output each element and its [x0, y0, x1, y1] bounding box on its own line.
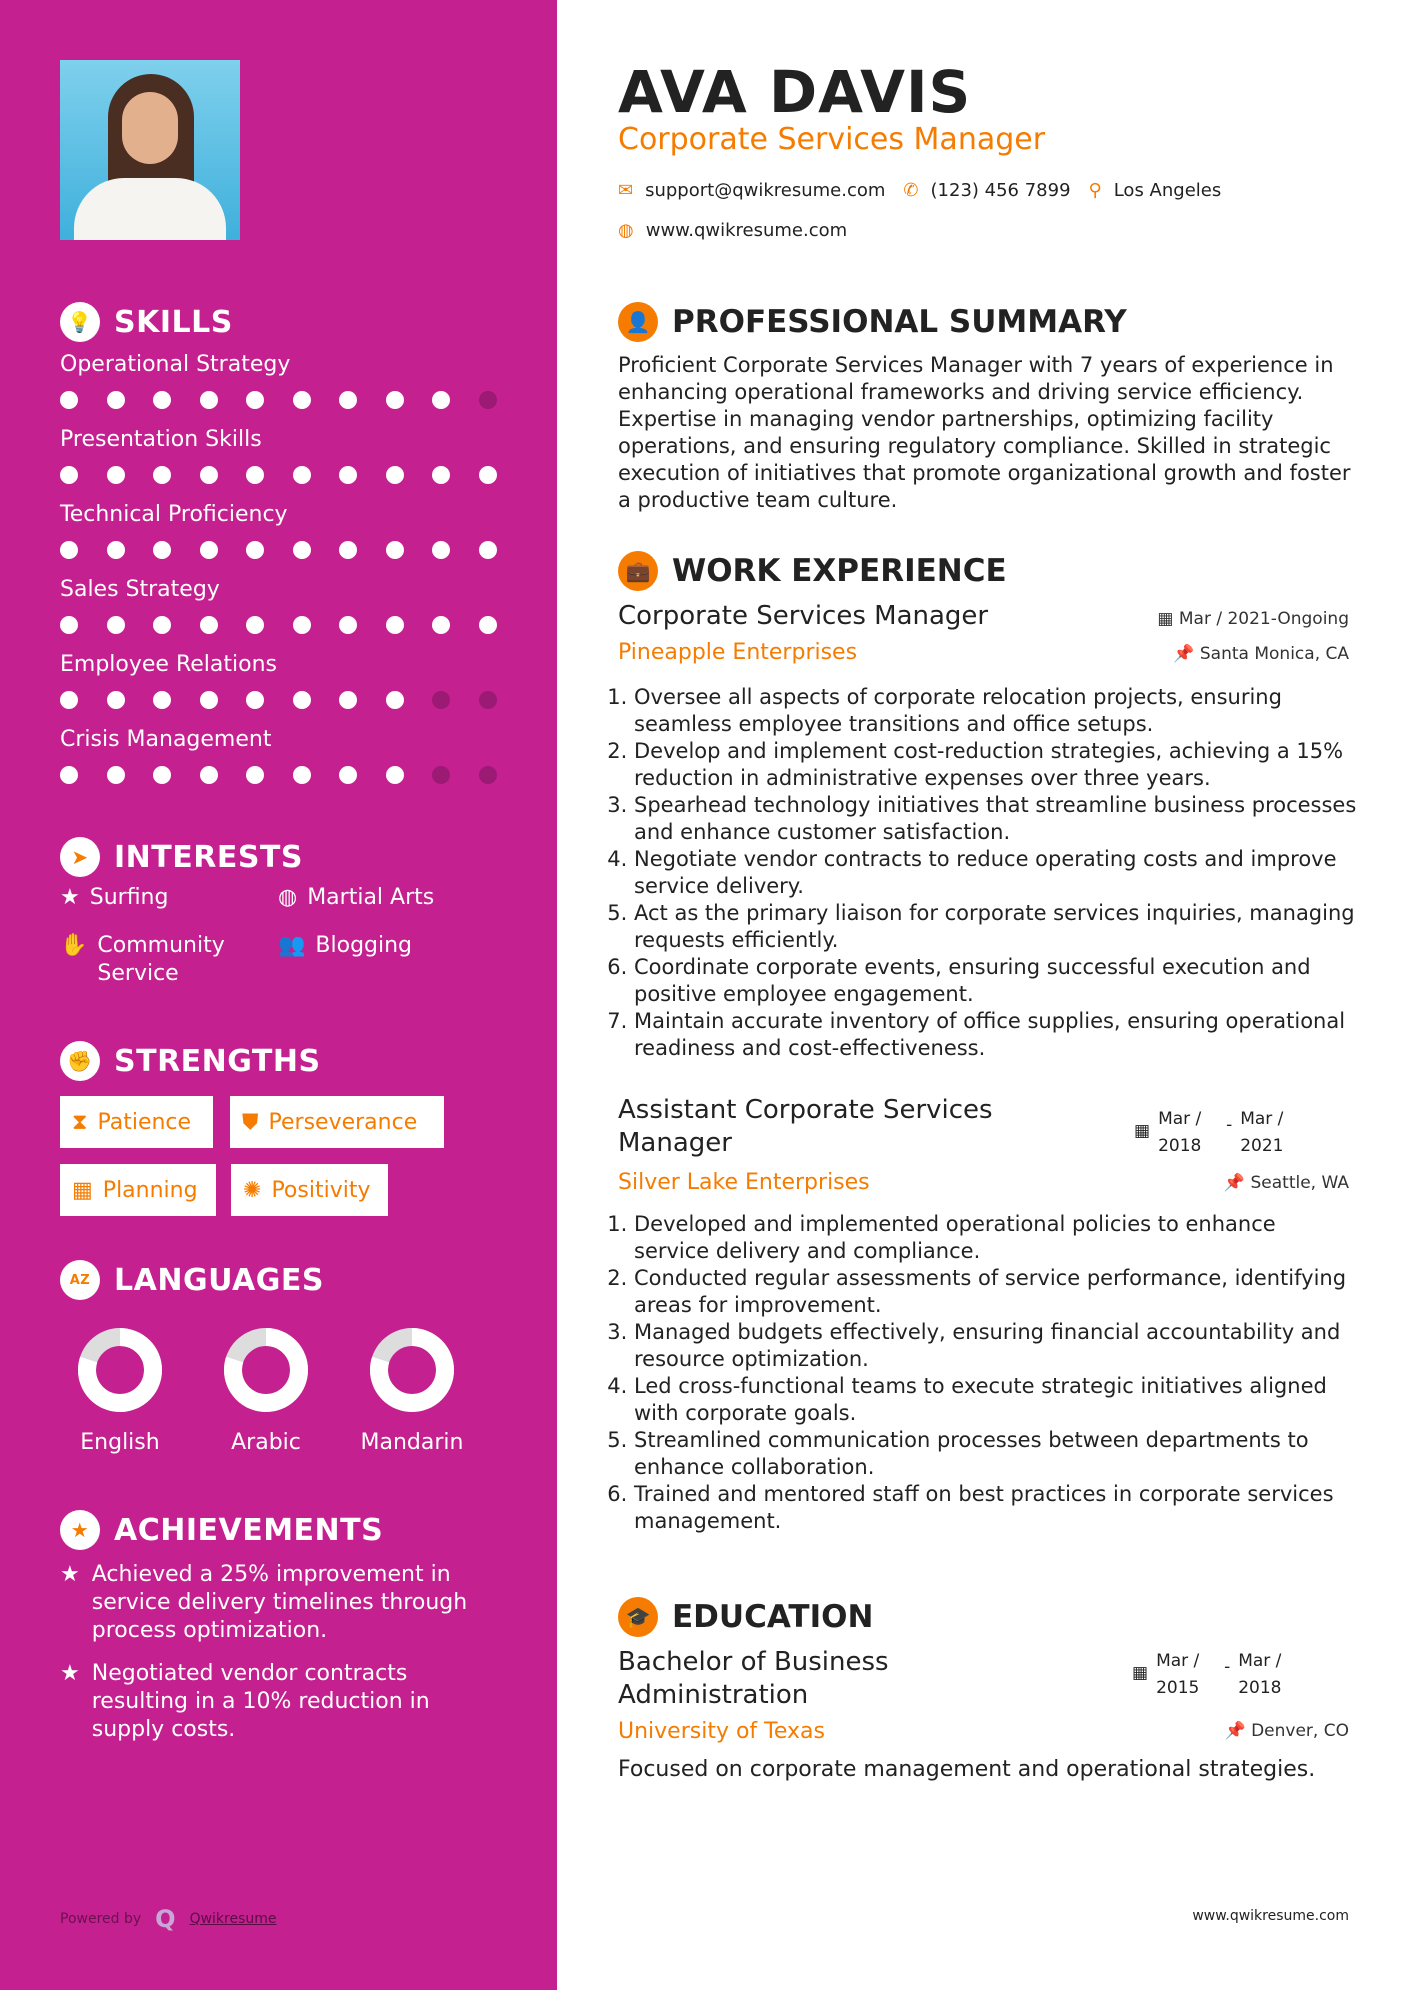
- skill-label: Operational Strategy: [60, 352, 291, 377]
- rating-dot: [479, 391, 497, 409]
- rating-dot: [60, 691, 78, 709]
- rating-dot: [107, 766, 125, 784]
- star-icon: ★: [60, 1562, 80, 1587]
- star-badge-icon: ★: [60, 1510, 100, 1550]
- calendar-icon: ▦: [1134, 1121, 1151, 1141]
- job-bullet: 3. Managed budgets effectively, ensuring financial accountability and resource optimization.: [634, 1319, 1357, 1373]
- rating-dot: [386, 391, 404, 409]
- rating-dot: [432, 616, 450, 634]
- users-icon: 👥: [278, 933, 306, 958]
- rating-dot: [60, 391, 78, 409]
- rating-dot: [339, 541, 357, 559]
- rating-dot: [339, 391, 357, 409]
- rating-dot: [200, 616, 218, 634]
- powered-by-text: Powered by: [60, 1911, 142, 1927]
- location-text: Denver, CO: [1251, 1721, 1349, 1741]
- job-location: [1173, 641, 1349, 668]
- rating-dot: [386, 766, 404, 784]
- phone-icon: ✆: [903, 180, 919, 201]
- rating-dot: [479, 616, 497, 634]
- rating-dot: [107, 541, 125, 559]
- language-icon: AZ: [60, 1260, 100, 1300]
- skill-label: Crisis Management: [60, 727, 272, 752]
- calendar-icon: ▦: [1157, 609, 1179, 629]
- job-bullets: [612, 1211, 1357, 1535]
- interest-label: Community Service: [97, 933, 225, 986]
- rating-dot: [432, 766, 450, 784]
- rating-dot: [339, 691, 357, 709]
- fist-icon: ✊: [60, 1041, 100, 1081]
- heading-text: LANGUAGES: [114, 1262, 324, 1298]
- job-bullet: 5. Act as the primary liaison for corporate services inquiries, managing requests efficiently.: [634, 900, 1357, 954]
- profile-photo: [60, 60, 240, 240]
- skill-label: Presentation Skills: [60, 427, 262, 452]
- rating-dot: [339, 616, 357, 634]
- rating-dot: [479, 466, 497, 484]
- rating-dot: [107, 691, 125, 709]
- skill-item: [60, 727, 497, 802]
- job-bullet: 4. Led cross-functional teams to execute strategic initiatives aligned with corporate goals.: [634, 1373, 1357, 1427]
- sun-icon: ✺: [243, 1177, 262, 1203]
- calendar-icon: ▦: [1132, 1663, 1149, 1683]
- heading-text: ACHIEVEMENTS: [114, 1512, 384, 1548]
- star-icon: ★: [60, 885, 80, 910]
- rating-dot: [60, 766, 78, 784]
- summary-heading: [618, 302, 1127, 342]
- envelope-icon: ✉: [618, 180, 634, 201]
- strength-label: Patience: [97, 1109, 192, 1135]
- rating-dot: [153, 691, 171, 709]
- map-marker-icon: ⚲: [1088, 180, 1102, 201]
- heading-text: PROFESSIONAL SUMMARY: [672, 304, 1127, 340]
- rating-dot: [246, 391, 264, 409]
- pin-icon: 📌: [1173, 644, 1200, 664]
- interest-item: [278, 932, 412, 960]
- interest-label: Martial Arts: [307, 885, 435, 910]
- rating-dot: [60, 466, 78, 484]
- rating-dot: [479, 766, 497, 784]
- globe-icon: ◍: [278, 885, 298, 910]
- job-bullet: 4. Negotiate vendor contracts to reduce operating costs and improve service delivery.: [634, 846, 1357, 900]
- job-date: [1157, 606, 1349, 633]
- rating-dot: [153, 766, 171, 784]
- calendar-icon: ▦: [72, 1177, 93, 1203]
- sidebar: [0, 0, 557, 1990]
- strength-badge: [60, 1164, 216, 1216]
- job-bullet: 3. Spearhead technology initiatives that streamline business processes and enhance customer satisfaction.: [634, 792, 1357, 846]
- experience-heading: [618, 551, 1007, 591]
- rating-dot: [153, 541, 171, 559]
- rating-dot: [432, 391, 450, 409]
- contact-row: [618, 180, 1221, 201]
- job-bullet: 2. Develop and implement cost-reduction strategies, achieving a 15% reduction in administrative expenses over three years.: [634, 738, 1357, 792]
- rating-dot: [293, 466, 311, 484]
- powered-by: [60, 1905, 277, 1933]
- education-location: [1225, 1718, 1349, 1745]
- degree: Bachelor of Business Administration: [618, 1647, 889, 1710]
- rating-dot: [293, 691, 311, 709]
- rating-dot: [200, 766, 218, 784]
- website[interactable]: www.qwikresume.com: [645, 220, 848, 241]
- qwikresume-logo-icon: Q: [155, 1905, 176, 1933]
- job-bullet: 1. Developed and implemented operational policies to enhance service delivery and compliance.: [634, 1211, 1357, 1265]
- rating-dot: [246, 541, 264, 559]
- rating-dot: [200, 541, 218, 559]
- heading-text: WORK EXPERIENCE: [672, 553, 1007, 589]
- heading-text: STRENGTHS: [114, 1043, 321, 1079]
- skill-rating: [60, 616, 497, 634]
- rating-dot: [386, 541, 404, 559]
- rating-dot: [479, 691, 497, 709]
- achievement-item: [60, 1561, 500, 1645]
- job-title: Corporate Services Manager: [618, 601, 989, 631]
- job-bullet: 1. Oversee all aspects of corporate relocation projects, ensuring seamless employee transitions and office setups.: [634, 684, 1357, 738]
- skills-list: [60, 352, 497, 802]
- start-date: Mar / 2015: [1156, 1651, 1200, 1698]
- location-text: Seattle, WA: [1250, 1173, 1349, 1193]
- interest-item: [278, 884, 434, 912]
- skills-heading: [60, 302, 233, 342]
- company: Silver Lake Enterprises: [618, 1170, 870, 1195]
- job-title: Assistant Corporate Services Manager: [618, 1095, 993, 1158]
- education-description: Focused on corporate management and operational strategies.: [618, 1757, 1316, 1782]
- hourglass-icon: ⧗: [72, 1109, 88, 1135]
- rating-dot: [432, 541, 450, 559]
- summary-text: Proficient Corporate Services Manager with 7 years of experience in enhancing operational frameworks and driving service efficiency. Expertise in managing vendor partnerships, optimizing facility operations, and ensuring regulatory compliance. Skilled in strategic execution of initiatives that promote organizational growth and foster a productive team culture.: [618, 353, 1351, 512]
- interests-heading: [60, 837, 303, 877]
- skill-rating: [60, 691, 497, 709]
- strength-badge: [60, 1096, 213, 1148]
- location: Los Angeles: [1113, 180, 1222, 201]
- rating-dot: [432, 466, 450, 484]
- footer-website[interactable]: www.qwikresume.com: [1192, 1908, 1349, 1924]
- email[interactable]: support@qwikresume.com: [645, 180, 886, 201]
- qwikresume-link[interactable]: Qwikresume: [189, 1911, 277, 1927]
- location-text: Santa Monica, CA: [1199, 644, 1349, 664]
- skill-rating: [60, 541, 497, 559]
- heading-text: EDUCATION: [672, 1599, 874, 1635]
- rating-dot: [386, 466, 404, 484]
- skill-rating: [60, 391, 497, 409]
- language-donuts: [0, 1320, 557, 1430]
- skill-item: [60, 502, 497, 577]
- rating-dot: [107, 616, 125, 634]
- achievement-text: Negotiated vendor contracts resulting in a 10% reduction in supply costs.: [91, 1661, 430, 1742]
- rating-dot: [107, 466, 125, 484]
- strength-badge: [230, 1096, 444, 1148]
- company: Pineapple Enterprises: [618, 640, 858, 665]
- lightbulb-icon: 💡: [60, 302, 100, 342]
- candidate-name: AVA DAVIS: [618, 58, 972, 126]
- pin-icon: 📌: [1224, 1721, 1252, 1741]
- star-icon: ★: [60, 1661, 80, 1686]
- phone: (123) 456 7899: [930, 180, 1071, 201]
- binoculars-icon: ⛊: [242, 1109, 259, 1135]
- rating-dot: [339, 766, 357, 784]
- language-label: Mandarin: [360, 1430, 464, 1455]
- heading-text: SKILLS: [114, 304, 233, 340]
- rating-dot: [60, 616, 78, 634]
- job-bullet: 7. Maintain accurate inventory of office supplies, ensuring operational readiness and cost-effectiveness.: [634, 1008, 1357, 1062]
- skill-item: [60, 577, 497, 652]
- job-location: [1224, 1170, 1349, 1197]
- skill-rating: [60, 466, 497, 484]
- language-label: English: [80, 1430, 160, 1455]
- rating-dot: [107, 391, 125, 409]
- achievement-item: [60, 1660, 500, 1744]
- rating-dot: [479, 541, 497, 559]
- job-bullet: 5. Streamlined communication processes between departments to enhance collaboration.: [634, 1427, 1357, 1481]
- candidate-title: Corporate Services Manager: [618, 122, 1046, 157]
- rating-dot: [339, 466, 357, 484]
- languages-heading: [60, 1260, 324, 1300]
- job-bullets: [612, 684, 1357, 1062]
- rating-dot: [153, 616, 171, 634]
- interest-item: [60, 884, 168, 912]
- user-icon: 👤: [618, 302, 658, 342]
- skill-label: Technical Proficiency: [60, 502, 288, 527]
- strength-label: Perseverance: [268, 1109, 418, 1135]
- rating-dot: [246, 616, 264, 634]
- school: University of Texas: [618, 1719, 825, 1744]
- strength-badge: [231, 1164, 388, 1216]
- end-date: Mar / 2018: [1238, 1651, 1282, 1698]
- rating-dot: [246, 466, 264, 484]
- heading-text: INTERESTS: [114, 839, 303, 875]
- skill-item: [60, 652, 497, 727]
- job-bullet: 2. Conducted regular assessments of service performance, identifying areas for improvement.: [634, 1265, 1357, 1319]
- skill-item: [60, 427, 497, 502]
- strengths-heading: [60, 1041, 321, 1081]
- job-bullet: 6. Trained and mentored staff on best practices in corporate services management.: [634, 1481, 1357, 1535]
- interest-label: Surfing: [89, 885, 169, 910]
- rating-dot: [200, 466, 218, 484]
- pin-icon: 📌: [1223, 1173, 1251, 1193]
- skill-rating: [60, 766, 497, 784]
- graduation-cap-icon: 🎓: [618, 1597, 658, 1637]
- rating-dot: [153, 391, 171, 409]
- skill-label: Sales Strategy: [60, 577, 220, 602]
- start-date: Mar / 2018: [1158, 1109, 1202, 1156]
- website-row: [618, 220, 847, 241]
- rating-dot: [432, 691, 450, 709]
- rating-dot: [200, 391, 218, 409]
- rating-dot: [293, 391, 311, 409]
- rating-dot: [153, 466, 171, 484]
- briefcase-icon: 💼: [618, 551, 658, 591]
- strength-label: Positivity: [271, 1177, 371, 1203]
- skill-item: [60, 352, 497, 427]
- rating-dot: [293, 616, 311, 634]
- rating-dot: [386, 616, 404, 634]
- end-date: Mar / 2021: [1240, 1109, 1284, 1156]
- rating-dot: [60, 541, 78, 559]
- rating-dot: [293, 541, 311, 559]
- rating-dot: [246, 766, 264, 784]
- rating-dot: [246, 691, 264, 709]
- job-date: ▦ Mar / 2018 - Mar / 2021: [1134, 1106, 1290, 1160]
- interest-label: Blogging: [315, 933, 413, 958]
- rating-dot: [386, 691, 404, 709]
- rating-dot: [200, 691, 218, 709]
- achievements-heading: [60, 1510, 383, 1550]
- education-heading: [618, 1597, 873, 1637]
- language-label: Arabic: [231, 1430, 301, 1455]
- skill-label: Employee Relations: [60, 652, 277, 677]
- education-date: ▦ Mar / 2015 - Mar / 2018: [1132, 1648, 1288, 1702]
- hand-icon: ✋: [60, 933, 88, 958]
- achievement-text: Achieved a 25% improvement in service delivery timelines through process optimization.: [91, 1562, 468, 1643]
- paper-plane-icon: ➤: [60, 837, 100, 877]
- job-bullet: 6. Coordinate corporate events, ensuring successful execution and positive employee engagement.: [634, 954, 1357, 1008]
- interest-item: [60, 932, 250, 988]
- rating-dot: [293, 766, 311, 784]
- strength-label: Planning: [102, 1177, 198, 1203]
- globe-icon: ◍: [618, 220, 634, 241]
- date-text: Mar / 2021-Ongoing: [1178, 609, 1349, 629]
